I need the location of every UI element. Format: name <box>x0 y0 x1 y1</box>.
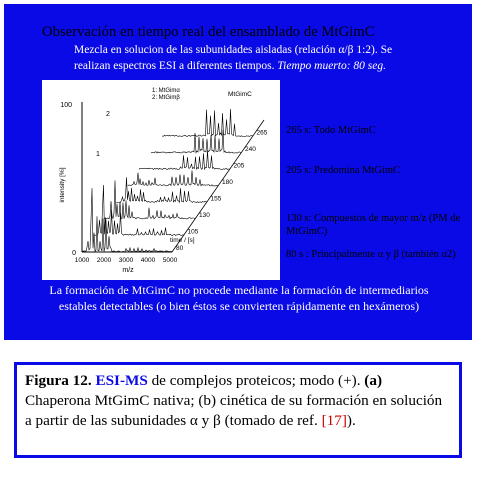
spectrum-trace-205 <box>140 150 230 169</box>
time-label-205: 205 <box>233 162 245 170</box>
caption-text-end: ). <box>346 412 356 429</box>
y-tick-0: 0 <box>72 250 76 257</box>
caption-figure-label: Figura 12. <box>25 372 92 389</box>
time-label-105: 105 <box>187 228 199 236</box>
y-axis-label: intensity [%] <box>59 167 66 203</box>
slide-title: Observación en tiempo real del ensamblado de MtGimC <box>42 24 375 40</box>
slide-conclusion: La formación de MtGimC no procede mediante la formación de intermediarios estables detectables (o bien éstos se convierten rápidamente en hexámeros) <box>49 283 429 313</box>
x-tick-4000: 4000 <box>140 257 156 264</box>
time-label-130: 130 <box>199 212 210 219</box>
caption-esims: ESI-MS <box>95 372 148 389</box>
annotation-80s: 80 s : Principalmente α y β (también α2) <box>286 249 456 260</box>
spectrum-trace-265 <box>163 109 253 137</box>
caption-text-a: de complejos proteicos; modo (+). <box>147 372 365 389</box>
spectrum-trace-180 <box>128 171 218 187</box>
annotation-205s: 205 s: Predomina MtGimC <box>286 165 401 176</box>
spectra-plot <box>42 80 280 280</box>
subtitle-main: Mezcla en solucion de las subunidades aisladas (relación α/β 1:2). Se realizan espectros ESI a diferentes tiempos. <box>74 44 393 72</box>
peak-label-2: 2 <box>106 111 110 118</box>
figure-caption <box>14 362 462 458</box>
legend-line-1: 1: MtGimα <box>152 88 180 94</box>
annotation-130s: 130 s: Compuestos de mayor m/z (PM de MtGimC) <box>286 213 461 237</box>
time-label-155: 155 <box>210 195 222 203</box>
slide-subtitle <box>74 42 404 74</box>
time-axis-label: time / [s] <box>170 237 195 244</box>
annotation-265s: 265 s: Todo MtGimC <box>286 125 376 136</box>
slide-panel <box>4 4 472 340</box>
legend-line-2: 2: MtGimβ <box>152 95 180 101</box>
subtitle-dead-time: Tiempo muerto: 80 seg. <box>277 60 387 72</box>
x-axis-label: m/z <box>122 267 134 274</box>
mtgimc-label: MtGimC <box>228 91 252 98</box>
time-label-240: 240 <box>245 146 256 153</box>
caption-a-label: (a) <box>364 372 383 389</box>
time-label-180: 180 <box>222 179 233 186</box>
time-label-265: 265 <box>256 129 268 137</box>
x-tick-1000: 1000 <box>74 257 90 264</box>
esi-ms-spectra-figure <box>42 80 280 280</box>
time-axis <box>172 120 264 252</box>
time-label-80: 80 <box>176 245 184 252</box>
x-tick-5000: 5000 <box>162 257 178 264</box>
spectrum-trace-105 <box>94 185 184 236</box>
y-tick-100: 100 <box>60 102 72 109</box>
x-tick-2000: 2000 <box>96 257 112 264</box>
caption-text-b: Chaperona MtGimC nativa; (b) cinética de su formación en solución a partir de las subunidades α y β (tomado de ref. <box>25 392 443 429</box>
caption-ref-link[interactable]: [17] <box>321 412 347 429</box>
peak-label-1: 1 <box>96 151 100 158</box>
x-tick-3000: 3000 <box>118 257 134 264</box>
